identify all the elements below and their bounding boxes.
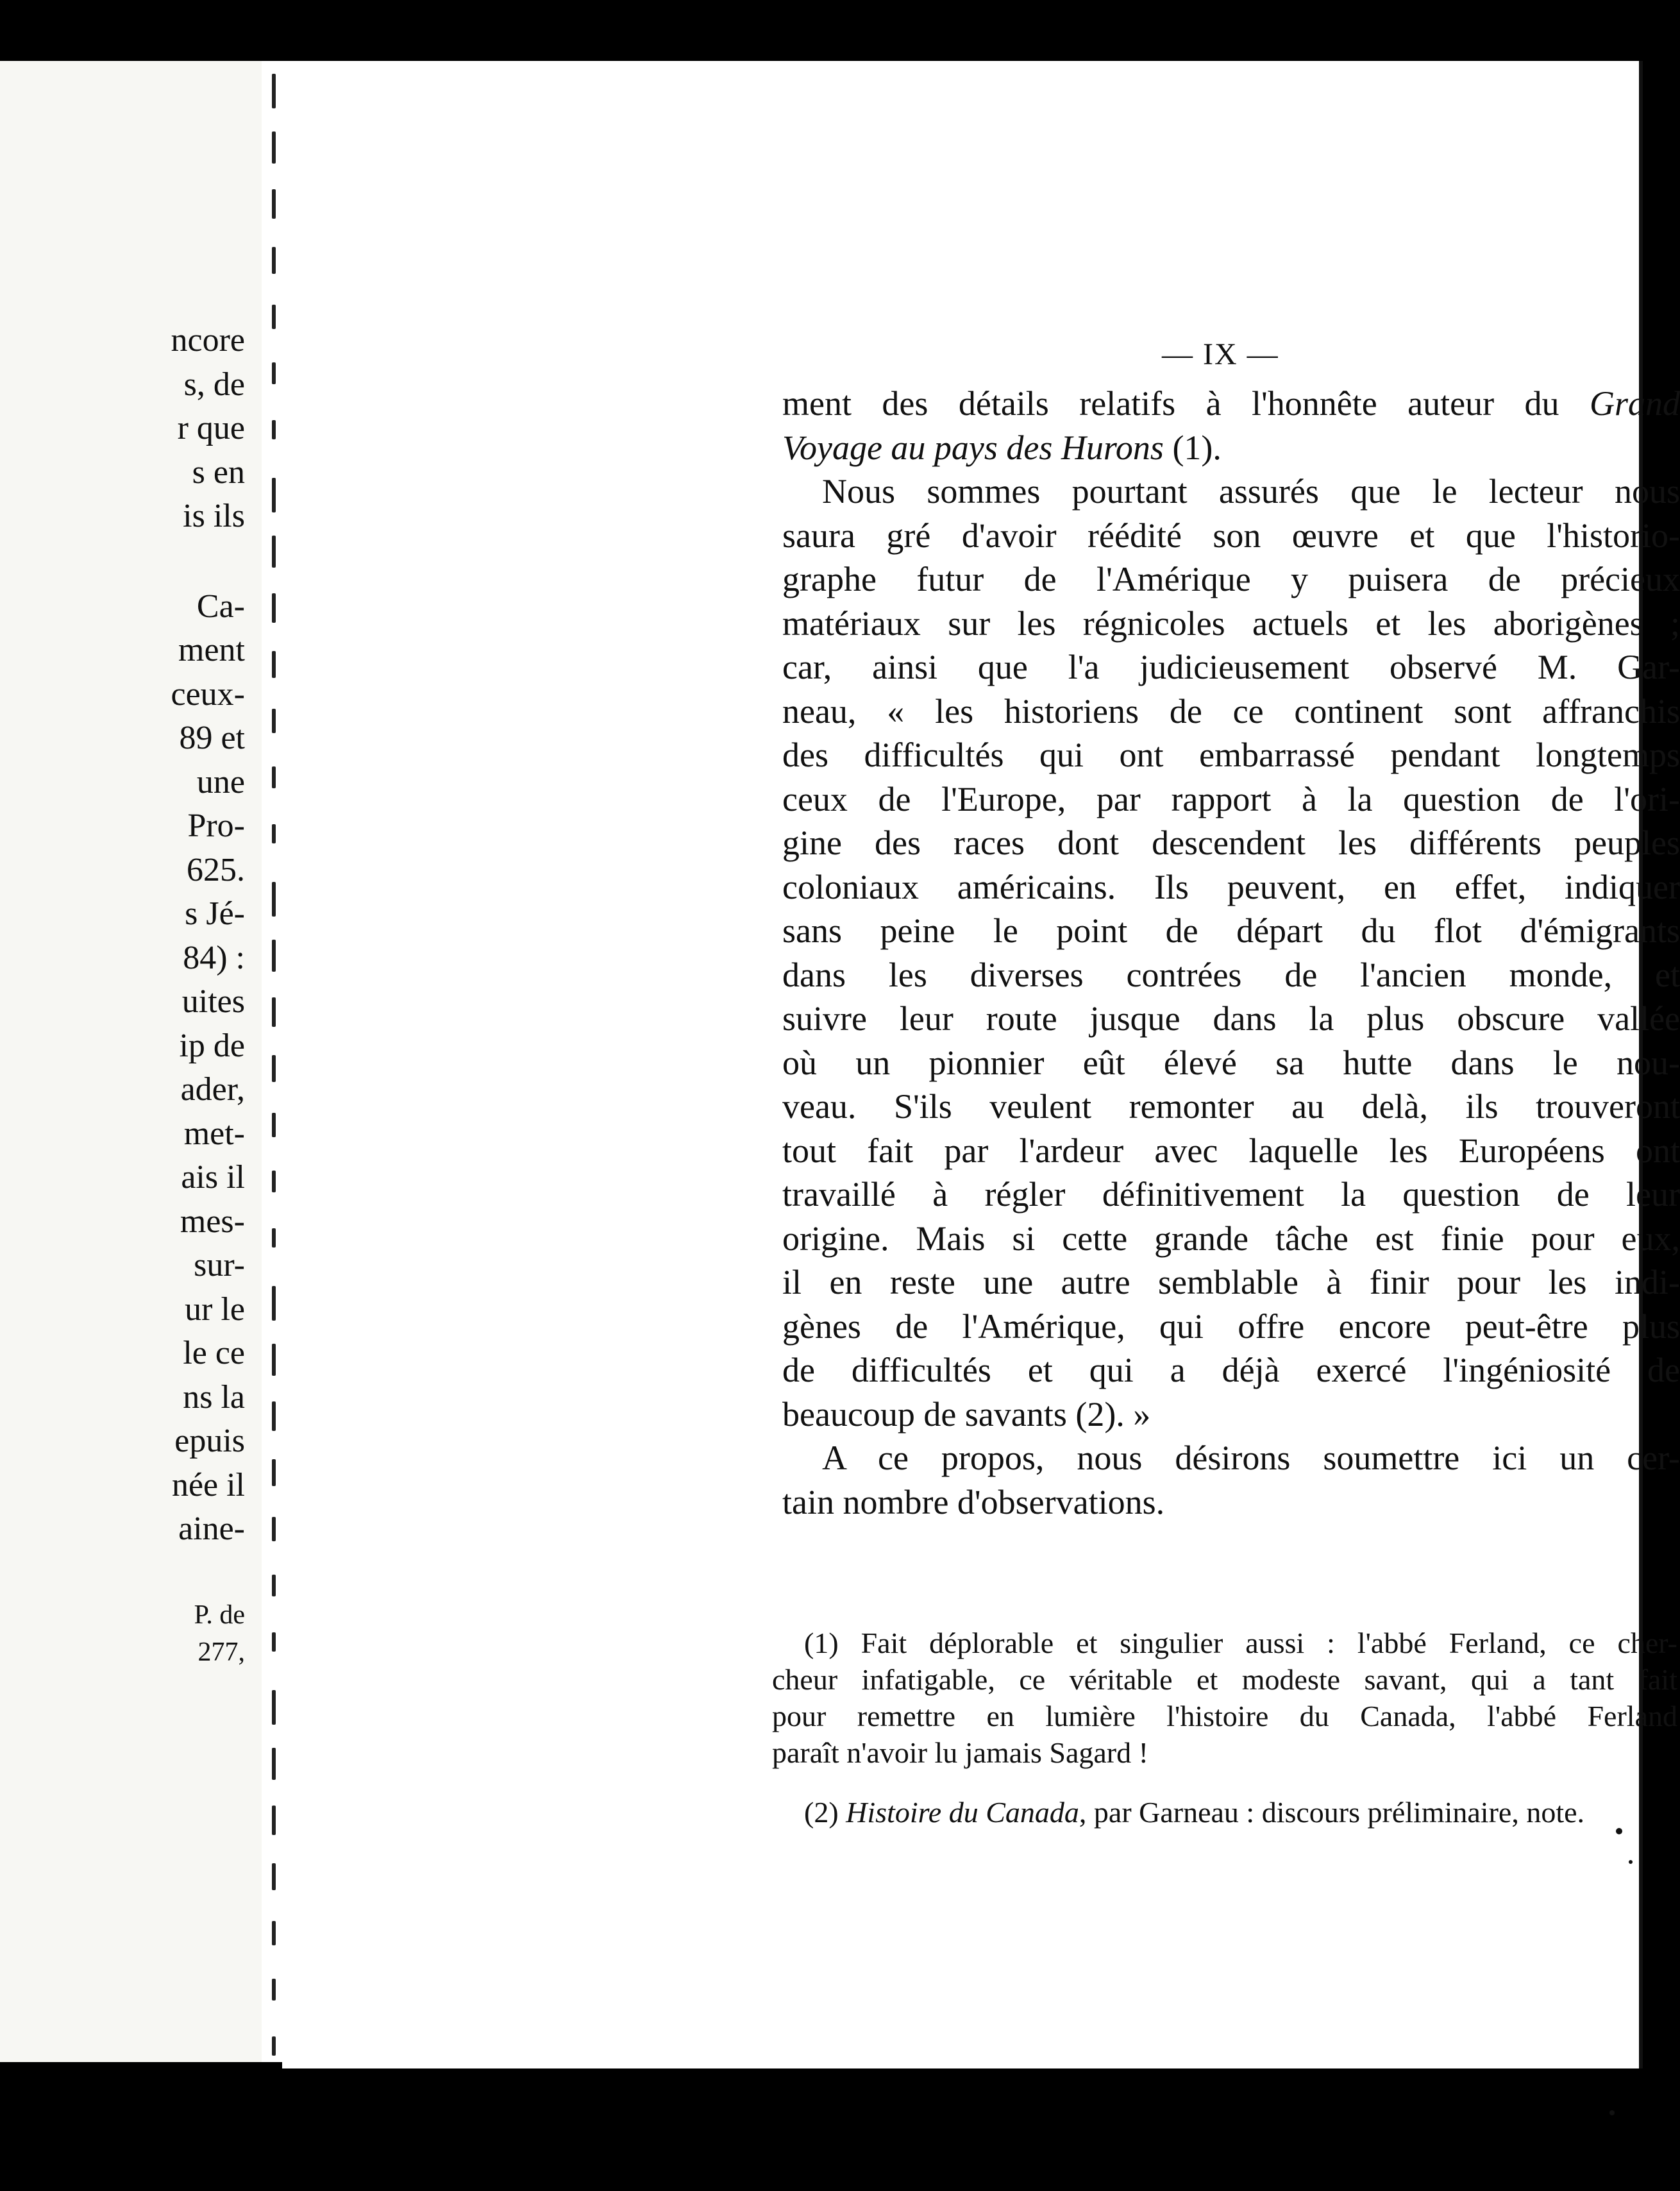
- left-page-line: 625.: [187, 851, 245, 888]
- text-line: Nous sommes pourtant assurés que le lecteur nous: [822, 472, 1680, 511]
- text-line: ceux de l'Europe, par rapport à la question de l'ori-: [782, 779, 1680, 818]
- book-gutter: [262, 61, 282, 2062]
- left-page-line: ment: [178, 632, 245, 668]
- left-page-line: met-: [183, 1115, 245, 1152]
- text-line: tout fait par l'ardeur avec laquelle les Européens ont: [782, 1131, 1680, 1170]
- left-page-line: Ca-: [196, 588, 245, 625]
- italic-title: Grand: [1589, 384, 1680, 423]
- left-page-line: ais il: [181, 1159, 245, 1196]
- text-line: A ce propos, nous désirons soumettre ici un cer-: [822, 1439, 1680, 1477]
- paragraph-1: [782, 382, 1680, 470]
- text-line: où un pionnier eût élevé sa hutte dans le nou-: [782, 1043, 1680, 1082]
- text-line: coloniaux américains. Ils peuvent, en effet, indiquer: [782, 867, 1680, 906]
- text-line: (2) Histoire du Canada, par Garneau : discours préliminaire, note.: [804, 1796, 1585, 1829]
- left-page-line: ader,: [180, 1071, 245, 1108]
- footnotes: [772, 1625, 1677, 1831]
- text-line: suivre leur route jusque dans la plus obscure vallée: [782, 999, 1680, 1038]
- left-page-line: sur-: [194, 1247, 245, 1283]
- left-page-note-line: P. de: [194, 1600, 245, 1630]
- left-page-line: ur le: [185, 1290, 245, 1328]
- italic-title: Voyage au pays des Hurons: [782, 428, 1164, 467]
- text-line: dans les diverses contrées de l'ancien monde, et: [782, 955, 1680, 994]
- left-page-line: 89 et: [179, 720, 245, 756]
- text-line: car, ainsi que l'a judicieusement observé M. Gar-: [782, 648, 1680, 686]
- left-page-line: aine-: [178, 1510, 245, 1547]
- text-line: origine. Mais si cette grande tâche est finie pour eux,: [782, 1219, 1680, 1258]
- text-line: gènes de l'Amérique, qui offre encore peut-être plus: [782, 1307, 1680, 1346]
- body-text: [782, 382, 1680, 1524]
- text-line: ment des détails relatifs à l'honnête auteur du Grand: [782, 384, 1680, 423]
- paragraph-2: [782, 470, 1680, 1436]
- text-line: beaucoup de savants (2). »: [782, 1394, 1151, 1434]
- text-line: neau, « les historiens de ce continent sont affranchis: [782, 691, 1680, 731]
- text-line: des difficultés qui ont embarrassé pendant longtemps: [782, 736, 1680, 774]
- text-line: de difficultés et qui a déjà exercé l'ingéniosité de: [782, 1351, 1680, 1389]
- text-line: veau. S'ils veulent remonter au delà, ils trouveront: [782, 1087, 1680, 1126]
- left-page-line: ncore: [171, 322, 245, 359]
- left-page-line: le ce: [183, 1335, 245, 1371]
- left-page-line: 84) :: [183, 939, 245, 976]
- text-line: graphe futur de l'Amérique y puisera de précieux: [782, 560, 1680, 598]
- left-page-line: une: [196, 763, 245, 800]
- text-line: Voyage au pays des Hurons (1).: [782, 428, 1222, 467]
- text-line: cheur infatigable, ce véritable et modeste savant, qui a tant fait: [772, 1663, 1677, 1696]
- right-page: [282, 61, 1680, 2068]
- footnote-1: [772, 1625, 1677, 1771]
- italic-title: Histoire du Canada: [846, 1796, 1079, 1829]
- left-page-line: ns la: [183, 1378, 245, 1416]
- text-line: (1) Fait déplorable et singulier aussi : l'abbé Ferland, ce cher-: [804, 1627, 1677, 1659]
- left-page-line: s, de: [183, 366, 245, 403]
- left-page-line: uites: [181, 983, 245, 1020]
- left-page-line: ceux-: [171, 675, 245, 713]
- text-line: sans peine le point de départ du flot d'émigrants: [782, 911, 1680, 950]
- footnote-2: [772, 1794, 1677, 1831]
- text-line: travaillé à régler définitivement la question de leur: [782, 1175, 1680, 1214]
- left-page-line: s Jé-: [185, 895, 245, 932]
- left-page-line: Pro-: [187, 808, 245, 844]
- text-line: saura gré d'avoir réédité son œuvre et que l'historio-: [782, 516, 1680, 555]
- left-page-fragment: [0, 61, 264, 2062]
- page-number: — IX —: [1162, 337, 1279, 371]
- left-page-line: is ils: [183, 498, 245, 534]
- text-line: gine des races dont descendent les différents peuples: [782, 824, 1680, 862]
- text-line: matériaux sur les régnicoles actuels et les aborigènes ;: [782, 604, 1680, 643]
- paragraph-3: [782, 1436, 1680, 1524]
- left-page-line: s en: [192, 453, 245, 491]
- text-line: paraît n'avoir lu jamais Sagard !: [772, 1736, 1148, 1769]
- text-line: pour remettre en lumière l'histoire du Canada, l'abbé Ferland: [772, 1700, 1677, 1732]
- text-line: il en reste une autre semblable à finir pour les indi-: [782, 1263, 1680, 1301]
- text-line: tain nombre d'observations.: [782, 1482, 1165, 1521]
- left-page-line: née il: [171, 1466, 245, 1503]
- left-page-note-line: 277,: [197, 1637, 245, 1667]
- left-page-line: r que: [177, 410, 245, 446]
- left-page-line: ip de: [179, 1027, 245, 1064]
- left-page-line: mes-: [180, 1203, 245, 1240]
- left-page-line: epuis: [174, 1423, 245, 1459]
